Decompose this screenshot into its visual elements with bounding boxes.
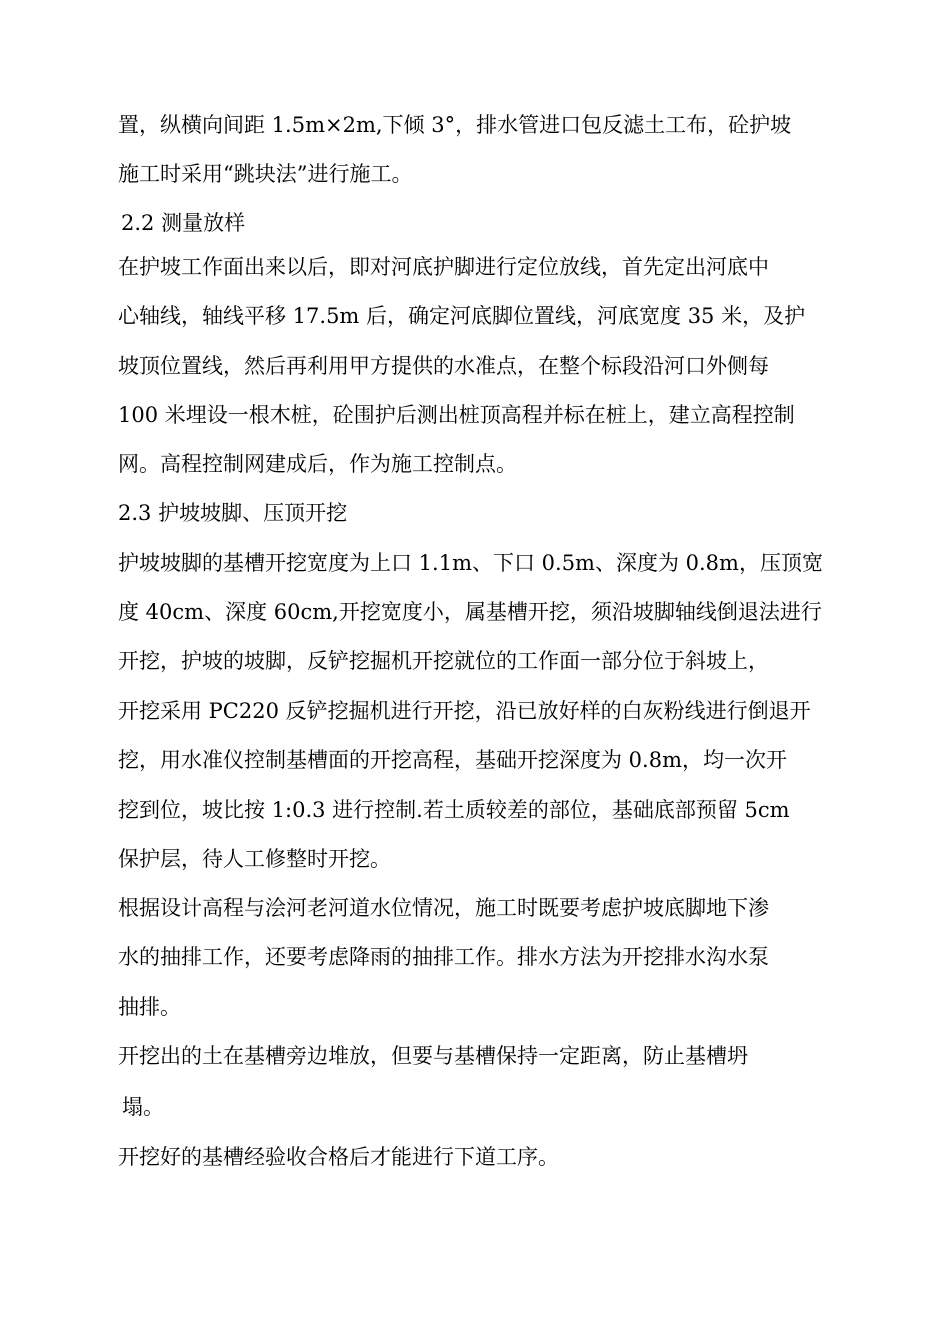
text-line-1: 置，纵横向间距 1.5m×2m,下倾 3°，排水管进口包反滤土工布，砼护坡 bbox=[118, 113, 792, 137]
text-line-18: 水的抽排工作，还要考虑降雨的抽排工作。排水方法为开挖排水沟水泵 bbox=[118, 945, 769, 969]
section-heading-2-2: 2.2 测量放样 bbox=[121, 211, 246, 235]
text-line-13: 开挖采用 PC220 反铲挖掘机进行开挖，沿已放好样的白灰粉线进行倒退开 bbox=[118, 699, 811, 723]
text-line-10: 护坡坡脚的基槽开挖宽度为上口 1.1m、下口 0.5m、深度为 0.8m，压顶宽 bbox=[118, 551, 823, 575]
text-line-11: 度 40cm、深度 60cm,开挖宽度小，属基槽开挖，须沿坡脚轴线倒退法进行 bbox=[118, 600, 822, 624]
text-line-19: 抽排。 bbox=[118, 995, 181, 1019]
text-line-6: 坡顶位置线，然后再利用甲方提供的水准点，在整个标段沿河口外侧每 bbox=[118, 354, 769, 378]
text-line-5: 心轴线，轴线平移 17.5m 后，确定河底脚位置线，河底宽度 35 米，及护 bbox=[118, 304, 806, 328]
text-line-2: 施工时采用“跳块法”进行施工。 bbox=[118, 162, 413, 186]
text-line-12: 开挖，护坡的坡脚，反铲挖掘机开挖就位的工作面一部分位于斜坡上， bbox=[118, 649, 769, 673]
text-line-16: 保护层，待人工修整时开挖。 bbox=[118, 847, 391, 871]
text-line-7: 100 米埋设一根木桩，砼围护后测出桩顶高程并标在桩上，建立高程控制 bbox=[118, 403, 795, 427]
text-line-14: 挖，用水准仪控制基槽面的开挖高程，基础开挖深度为 0.8m，均一次开 bbox=[118, 748, 787, 772]
text-line-8: 网。高程控制网建成后，作为施工控制点。 bbox=[118, 452, 517, 476]
text-line-22: 开挖好的基槽经验收合格后才能进行下道工序。 bbox=[118, 1145, 559, 1169]
section-heading-2-3: 2.3 护坡坡脚、压顶开挖 bbox=[118, 501, 348, 525]
text-line-4: 在护坡工作面出来以后，即对河底护脚进行定位放线，首先定出河底中 bbox=[118, 255, 769, 279]
text-line-15: 挖到位，坡比按 1:0.3 进行控制.若土质较差的部位，基础底部预留 5cm bbox=[118, 798, 790, 822]
text-line-17: 根据设计高程与浍河老河道水位情况，施工时既要考虑护坡底脚地下渗 bbox=[118, 896, 769, 920]
text-line-21: 塌。 bbox=[122, 1095, 164, 1119]
text-line-20: 开挖出的土在基槽旁边堆放，但要与基槽保持一定距离，防止基槽坍 bbox=[118, 1044, 748, 1068]
